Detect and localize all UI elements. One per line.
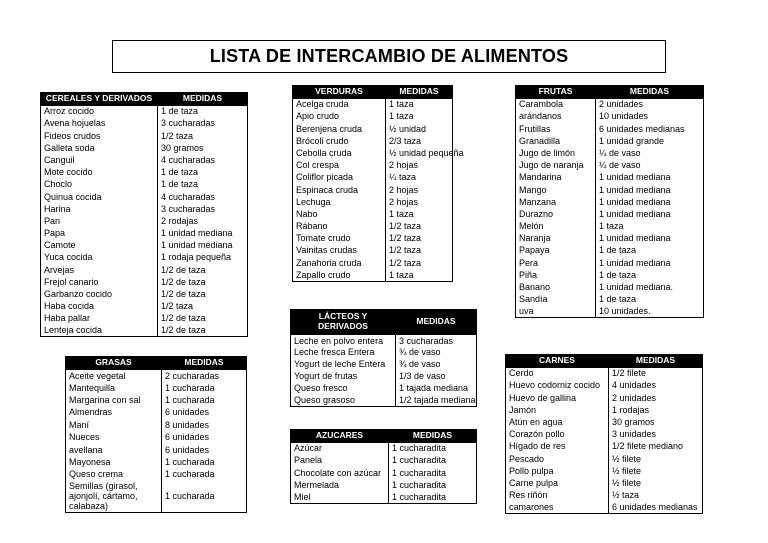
measure-cell: 1 cucharadita bbox=[389, 442, 477, 454]
measure-cell: 3 cucharadas bbox=[158, 203, 248, 215]
food-name-cell: Corazón pollo bbox=[506, 428, 609, 440]
table-row bbox=[293, 98, 453, 110]
food-name-cell: Haba cocida bbox=[41, 300, 158, 312]
measure-cell: 1 de taza bbox=[158, 166, 248, 178]
measure-cell: 1/2 filete bbox=[609, 367, 703, 379]
food-name-cell: Almendras bbox=[66, 406, 162, 418]
measure-cell: 1 taza bbox=[386, 269, 453, 281]
table-row bbox=[516, 171, 704, 183]
table-row bbox=[291, 491, 477, 503]
food-name-cell: Papaya bbox=[516, 245, 596, 257]
measure-cell: 6 unidades bbox=[162, 444, 247, 456]
measure-cell: 1 rodajas bbox=[609, 404, 703, 416]
table-row bbox=[41, 105, 248, 117]
food-name-cell: Carne pulpa bbox=[506, 477, 609, 489]
table-row bbox=[506, 453, 703, 465]
food-name-cell: Res riñón bbox=[506, 489, 609, 501]
measure-cell: 4 cucharadas bbox=[158, 191, 248, 203]
measure-cell: 1 cucharadita bbox=[389, 467, 477, 479]
table-row bbox=[66, 382, 247, 394]
table-row bbox=[41, 130, 248, 142]
food-name-cell: Queso grasoso bbox=[291, 395, 396, 407]
measure-cell: 6 unidades medianas bbox=[609, 501, 703, 513]
column-header-food: FRUTAS bbox=[516, 86, 596, 99]
food-name-cell: Garbanzo cocido bbox=[41, 288, 158, 300]
measure-cell: ¾ de vaso bbox=[396, 347, 477, 359]
column-header-food: CEREALES Y DERIVADOS bbox=[41, 93, 158, 106]
table-grasas bbox=[65, 356, 247, 513]
table-row bbox=[66, 419, 247, 431]
measure-cell: 1 cucharadita bbox=[389, 454, 477, 466]
measure-cell: 1/2 de taza bbox=[158, 325, 248, 337]
food-name-cell: Acelga cruda bbox=[293, 98, 386, 110]
food-name-cell: Mandarina bbox=[516, 171, 596, 183]
table-header bbox=[41, 93, 248, 106]
food-name-cell: Durazno bbox=[516, 208, 596, 220]
measure-cell: 1 unidad grande bbox=[596, 135, 704, 147]
measure-cell: 1 cucharada bbox=[162, 394, 247, 406]
food-name-cell: Jugo de naranja bbox=[516, 159, 596, 171]
food-name-cell: Pera bbox=[516, 257, 596, 269]
measure-cell: 3 unidades bbox=[609, 428, 703, 440]
food-name-cell: Chocolate con azúcar bbox=[291, 467, 389, 479]
table-row bbox=[516, 281, 704, 293]
measure-cell: 1/2 taza bbox=[386, 257, 453, 269]
food-name-cell: Leche fresca Entera bbox=[291, 347, 396, 359]
table-row bbox=[516, 159, 704, 171]
column-header-measure: MEDIDAS bbox=[396, 310, 477, 335]
table-row bbox=[66, 369, 247, 381]
measure-cell: ½ taza bbox=[609, 489, 703, 501]
measure-cell: 1/2 taza bbox=[386, 245, 453, 257]
food-name-cell: Frejol canario bbox=[41, 276, 158, 288]
food-name-cell: Atún en agua bbox=[506, 416, 609, 428]
food-name-cell: Galleta soda bbox=[41, 142, 158, 154]
table-header bbox=[516, 86, 704, 99]
table-verduras bbox=[292, 85, 464, 282]
measure-cell: 1 unidad mediana bbox=[158, 239, 248, 251]
column-header-measure: MEDIDAS bbox=[596, 86, 704, 99]
column-header-food: VERDURAS bbox=[293, 86, 386, 99]
table-row bbox=[291, 383, 477, 395]
food-name-cell: Nueces bbox=[66, 431, 162, 443]
table-row bbox=[293, 147, 453, 159]
table-row bbox=[41, 117, 248, 129]
measure-cell: 1 unidad mediana bbox=[596, 171, 704, 183]
food-name-cell: uva bbox=[516, 305, 596, 317]
measure-cell: 1 unidad mediana. bbox=[596, 281, 704, 293]
measure-cell: 1/2 taza bbox=[158, 300, 248, 312]
food-name-cell: Rábano bbox=[293, 220, 386, 232]
table-header bbox=[293, 86, 453, 99]
measure-cell: 1 de taza bbox=[596, 293, 704, 305]
column-header-measure: MEDIDAS bbox=[389, 430, 477, 443]
measure-cell: 1/2 taza bbox=[158, 130, 248, 142]
measure-cell: 2 unidades bbox=[609, 392, 703, 404]
food-name-cell: Granadilla bbox=[516, 135, 596, 147]
food-name-cell: Huevo de gallina bbox=[506, 392, 609, 404]
table-row bbox=[66, 394, 247, 406]
table-header bbox=[506, 355, 703, 368]
food-name-cell: avellana bbox=[66, 444, 162, 456]
measure-cell: 3 cucharadas bbox=[158, 117, 248, 129]
table-row bbox=[41, 227, 248, 239]
page-title: LISTA DE INTERCAMBIO DE ALIMENTOS bbox=[112, 40, 666, 73]
food-name-cell: Coliflor picada bbox=[293, 171, 386, 183]
food-name-cell: Cebolla cruda bbox=[293, 147, 386, 159]
table-row bbox=[293, 123, 453, 135]
food-name-cell: Panela bbox=[291, 454, 389, 466]
food-name-cell: Frutillas bbox=[516, 123, 596, 135]
table-row bbox=[291, 335, 477, 347]
table-row bbox=[66, 444, 247, 456]
table-row bbox=[506, 392, 703, 404]
measure-cell: 4 cucharadas bbox=[158, 154, 248, 166]
table-row bbox=[516, 196, 704, 208]
table-header bbox=[66, 357, 247, 370]
table-row bbox=[506, 428, 703, 440]
food-name-cell: Lenteja cocida bbox=[41, 325, 158, 337]
table-row bbox=[516, 123, 704, 135]
measure-cell: 1 cucharadita bbox=[389, 491, 477, 503]
measure-cell: 1 de taza bbox=[596, 269, 704, 281]
table-row bbox=[506, 379, 703, 391]
table-lacteos bbox=[290, 309, 477, 407]
table-row bbox=[516, 147, 704, 159]
food-name-cell: Maní bbox=[66, 419, 162, 431]
table-row bbox=[41, 264, 248, 276]
food-name-cell: Manzana bbox=[516, 196, 596, 208]
measure-cell: 30 gramos bbox=[158, 142, 248, 154]
food-name-cell: Vainitas crudas bbox=[293, 245, 386, 257]
table-row bbox=[291, 395, 477, 407]
column-header-food: CARNES bbox=[506, 355, 609, 368]
measure-cell: 1 de taza bbox=[596, 245, 704, 257]
table-row bbox=[516, 305, 704, 317]
column-header-measure: MEDIDAS bbox=[158, 93, 248, 106]
food-name-cell: Piña bbox=[516, 269, 596, 281]
table-cereales bbox=[40, 92, 248, 337]
food-name-cell: Margarina con sal bbox=[66, 394, 162, 406]
measure-cell: 2 hojas bbox=[386, 196, 453, 208]
measure-cell: 1 cucharadita bbox=[389, 479, 477, 491]
table-row bbox=[291, 359, 477, 371]
food-name-cell: Quinua cocida bbox=[41, 191, 158, 203]
table-row bbox=[41, 325, 248, 337]
food-name-cell: Cerdo bbox=[506, 367, 609, 379]
measure-cell: 1/2 de taza bbox=[158, 276, 248, 288]
measure-cell: 1 taza bbox=[596, 220, 704, 232]
table-row bbox=[516, 257, 704, 269]
table-row bbox=[291, 442, 477, 454]
table-row bbox=[66, 468, 247, 480]
measure-cell: 8 unidades bbox=[162, 419, 247, 431]
table-row bbox=[41, 252, 248, 264]
measure-cell: 6 unidades bbox=[162, 406, 247, 418]
food-name-cell: Tomate crudo bbox=[293, 232, 386, 244]
food-name-cell: Harina bbox=[41, 203, 158, 215]
column-header-measure: MEDIDAS bbox=[386, 86, 453, 99]
food-name-cell: Col crespa bbox=[293, 159, 386, 171]
measure-cell: 1 unidad mediana bbox=[596, 257, 704, 269]
food-name-cell: Queso fresco bbox=[291, 383, 396, 395]
food-name-cell: Naranja bbox=[516, 232, 596, 244]
measure-cell: ½ filete bbox=[609, 453, 703, 465]
measure-cell: 1 unidad mediana bbox=[596, 232, 704, 244]
table-row bbox=[516, 245, 704, 257]
measure-cell: ¼ de vaso bbox=[596, 159, 704, 171]
food-name-cell: Huevo codorniz cocido bbox=[506, 379, 609, 391]
measure-cell: 1 unidad mediana bbox=[596, 196, 704, 208]
measure-cell: 1/2 de taza bbox=[158, 288, 248, 300]
measure-cell: 1/2 tajada mediana bbox=[396, 395, 477, 407]
table-row bbox=[41, 203, 248, 215]
table-row bbox=[293, 269, 453, 281]
measure-cell: 2 hojas bbox=[386, 184, 453, 196]
column-header-food: AZUCARES bbox=[291, 430, 389, 443]
table-row bbox=[293, 220, 453, 232]
measure-cell: ½ filete bbox=[609, 477, 703, 489]
food-name-cell: Apio crudo bbox=[293, 110, 386, 122]
food-name-cell: camarones bbox=[506, 501, 609, 513]
food-name-cell: Miel bbox=[291, 491, 389, 503]
table-row bbox=[506, 465, 703, 477]
measure-cell: ½ unidad pequeña bbox=[386, 147, 453, 159]
food-name-cell: Nabo bbox=[293, 208, 386, 220]
table-row bbox=[41, 288, 248, 300]
food-name-cell: Arroz cocido bbox=[41, 105, 158, 117]
food-name-cell: Mantequilla bbox=[66, 382, 162, 394]
food-name-cell: Hígado de res bbox=[506, 440, 609, 452]
measure-cell: 1/2 taza bbox=[386, 220, 453, 232]
measure-cell: ½ unidad bbox=[386, 123, 453, 135]
table-row bbox=[293, 135, 453, 147]
food-name-cell: Brócoli crudo bbox=[293, 135, 386, 147]
food-name-cell: Sandía bbox=[516, 293, 596, 305]
table-row bbox=[516, 269, 704, 281]
table-row bbox=[516, 220, 704, 232]
table-row bbox=[291, 371, 477, 383]
measure-cell: 3 cucharadas bbox=[396, 335, 477, 347]
measure-cell: 2 hojas bbox=[386, 159, 453, 171]
table-row bbox=[506, 416, 703, 428]
table-row bbox=[41, 142, 248, 154]
measure-cell: 2 rodajas bbox=[158, 215, 248, 227]
measure-cell: 1 taza bbox=[386, 110, 453, 122]
table-row bbox=[293, 245, 453, 257]
food-name-cell: Jamón bbox=[506, 404, 609, 416]
measure-cell: 1 unidad mediana bbox=[596, 184, 704, 196]
food-name-cell: Melón bbox=[516, 220, 596, 232]
table-row bbox=[293, 184, 453, 196]
measure-cell: 4 unidades bbox=[609, 379, 703, 391]
food-name-cell: Canguil bbox=[41, 154, 158, 166]
table-row bbox=[506, 489, 703, 501]
measure-cell: 1 cucharada bbox=[162, 468, 247, 480]
measure-cell: 1 cucharada bbox=[162, 382, 247, 394]
table-row bbox=[66, 456, 247, 468]
food-name-cell: Mayonesa bbox=[66, 456, 162, 468]
table-row bbox=[506, 404, 703, 416]
table-row bbox=[516, 293, 704, 305]
table-row bbox=[291, 454, 477, 466]
measure-cell: 1 taza bbox=[386, 98, 453, 110]
table-row bbox=[41, 300, 248, 312]
table-row bbox=[506, 501, 703, 513]
food-name-cell: Jugo de limón bbox=[516, 147, 596, 159]
table-azucares bbox=[290, 429, 477, 504]
table-row bbox=[293, 110, 453, 122]
table-row bbox=[291, 347, 477, 359]
food-name-cell: Pollo pulpa bbox=[506, 465, 609, 477]
food-name-cell: Pan bbox=[41, 215, 158, 227]
table-header bbox=[291, 430, 477, 443]
measure-cell: 1/3 de vaso bbox=[396, 371, 477, 383]
food-name-cell: Azúcar bbox=[291, 442, 389, 454]
measure-cell: 1 cucharada bbox=[162, 481, 247, 513]
table-row bbox=[506, 477, 703, 489]
measure-cell: 10 unidades bbox=[596, 110, 704, 122]
food-name-cell: Lechuga bbox=[293, 196, 386, 208]
food-name-cell: Zanahoria cruda bbox=[293, 257, 386, 269]
measure-cell: ¼ taza bbox=[386, 171, 453, 183]
measure-cell: 6 unidades bbox=[162, 431, 247, 443]
table-row bbox=[41, 166, 248, 178]
table-row bbox=[516, 98, 704, 110]
column-header-food: LÁCTEOS Y DERIVADOS bbox=[291, 310, 396, 335]
food-name-cell: arándanos bbox=[516, 110, 596, 122]
food-name-cell: Semillas (girasol, ajonjolí, cártamo, calabaza) bbox=[66, 481, 162, 513]
column-header-food: GRASAS bbox=[66, 357, 162, 370]
table-row bbox=[293, 208, 453, 220]
food-name-cell: Pescado bbox=[506, 453, 609, 465]
measure-cell: 1 rodaja pequeña bbox=[158, 252, 248, 264]
measure-cell: ¾ de vaso bbox=[396, 359, 477, 371]
food-name-cell: Arvejas bbox=[41, 264, 158, 276]
food-name-cell: Yuca cocida bbox=[41, 252, 158, 264]
measure-cell: 2 cucharadas bbox=[162, 369, 247, 381]
measure-cell: 1/2 taza bbox=[386, 232, 453, 244]
table-row bbox=[516, 110, 704, 122]
measure-cell: 6 unidades medianas bbox=[596, 123, 704, 135]
table-row bbox=[41, 154, 248, 166]
food-name-cell: Zapallo crudo bbox=[293, 269, 386, 281]
column-header-measure: MEDIDAS bbox=[609, 355, 703, 368]
food-name-cell: Queso crema bbox=[66, 468, 162, 480]
table-row bbox=[293, 171, 453, 183]
table-row bbox=[506, 440, 703, 452]
measure-cell: 10 unidades. bbox=[596, 305, 704, 317]
food-name-cell: Banano bbox=[516, 281, 596, 293]
food-name-cell: Espinaca cruda bbox=[293, 184, 386, 196]
measure-cell: 1/2 filete mediano bbox=[609, 440, 703, 452]
measure-cell: 1 unidad mediana bbox=[596, 208, 704, 220]
measure-cell: 30 gramos bbox=[609, 416, 703, 428]
food-name-cell: Choclo bbox=[41, 178, 158, 190]
measure-cell: 1 de taza bbox=[158, 178, 248, 190]
food-name-cell: Yogurt de frutas bbox=[291, 371, 396, 383]
table-row bbox=[291, 479, 477, 491]
food-name-cell: Camote bbox=[41, 239, 158, 251]
table-row bbox=[41, 276, 248, 288]
measure-cell: 1 cucharada bbox=[162, 456, 247, 468]
measure-cell: 1/2 de taza bbox=[158, 312, 248, 324]
table-row bbox=[41, 239, 248, 251]
table-row bbox=[293, 196, 453, 208]
food-name-cell: Fideos crudos bbox=[41, 130, 158, 142]
food-name-cell: Mango bbox=[516, 184, 596, 196]
table-row bbox=[291, 467, 477, 479]
table-row bbox=[66, 481, 247, 513]
table-frutas bbox=[515, 85, 704, 318]
measure-cell: 2 unidades bbox=[596, 98, 704, 110]
measure-cell: 1 taza bbox=[386, 208, 453, 220]
food-name-cell: Haba pallar bbox=[41, 312, 158, 324]
table-header bbox=[291, 310, 477, 335]
table-row bbox=[66, 431, 247, 443]
food-name-cell: Carambola bbox=[516, 98, 596, 110]
table-row bbox=[66, 406, 247, 418]
food-name-cell: Leche en polvo entera bbox=[291, 335, 396, 347]
table-carnes bbox=[505, 354, 703, 514]
table-row bbox=[41, 215, 248, 227]
measure-cell: 1 unidad mediana bbox=[158, 227, 248, 239]
table-row bbox=[516, 232, 704, 244]
food-name-cell: Papa bbox=[41, 227, 158, 239]
table-row bbox=[293, 232, 453, 244]
measure-cell: 1/2 de taza bbox=[158, 264, 248, 276]
measure-cell: 1 de taza bbox=[158, 105, 248, 117]
table-row bbox=[293, 257, 453, 269]
food-name-cell: Avena hojuelas bbox=[41, 117, 158, 129]
food-name-cell: Yogurt de leche Entera bbox=[291, 359, 396, 371]
table-row bbox=[41, 178, 248, 190]
column-header-measure: MEDIDAS bbox=[162, 357, 247, 370]
table-row bbox=[516, 184, 704, 196]
table-row bbox=[516, 135, 704, 147]
table-row bbox=[41, 312, 248, 324]
measure-cell: 2/3 taza bbox=[386, 135, 453, 147]
table-row bbox=[516, 208, 704, 220]
table-row bbox=[506, 367, 703, 379]
food-name-cell: Mermelada bbox=[291, 479, 389, 491]
measure-cell: ½ filete bbox=[609, 465, 703, 477]
food-name-cell: Aceite vegetal bbox=[66, 369, 162, 381]
measure-cell: ¼ de vaso bbox=[596, 147, 704, 159]
table-row bbox=[293, 159, 453, 171]
measure-cell: 1 tajada mediana bbox=[396, 383, 477, 395]
table-row bbox=[41, 191, 248, 203]
food-name-cell: Berenjena cruda bbox=[293, 123, 386, 135]
food-name-cell: Mote cocido bbox=[41, 166, 158, 178]
